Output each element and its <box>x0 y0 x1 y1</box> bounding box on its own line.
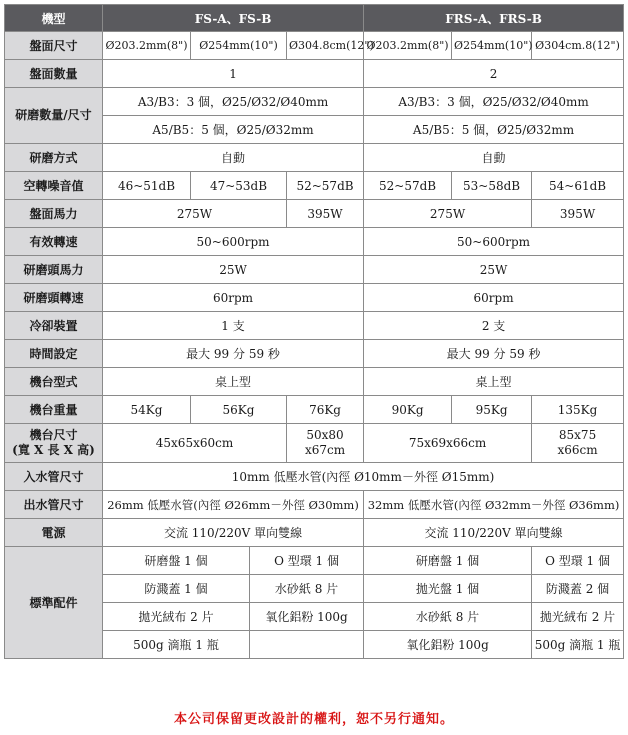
label-power: 電源 <box>5 519 103 547</box>
cell: 研磨盤 1 個 <box>364 547 532 575</box>
cell: 395W <box>532 200 624 228</box>
footer-notice: 本公司保留更改設計的權利，恕不另行通知。 <box>173 712 454 727</box>
label-grind-method: 研磨方式 <box>5 144 103 172</box>
cell: 交流 110/220V 單向雙線 <box>364 519 624 547</box>
row-outlet <box>5 491 624 519</box>
cell: 1 <box>103 60 364 88</box>
label-disc-power: 盤面馬力 <box>5 200 103 228</box>
cell: O 型環 1 個 <box>532 547 624 575</box>
label-inlet: 入水管尺寸 <box>5 463 103 491</box>
cell: 2 支 <box>364 312 624 340</box>
cell: 氧化鋁粉 100g <box>250 603 364 631</box>
cell: 47~53dB <box>191 172 287 200</box>
cell: 10mm 低壓水管(內徑 Ø10mm－外徑 Ø15mm) <box>103 463 624 491</box>
row-disc-size <box>5 32 624 60</box>
spec-table <box>4 4 624 659</box>
row-disc-power <box>5 200 624 228</box>
row-head-speed <box>5 284 624 312</box>
cell: Ø304cm.8(12") <box>532 32 624 60</box>
cell: 95Kg <box>452 396 532 424</box>
label-cooling: 冷卻裝置 <box>5 312 103 340</box>
cell: 60rpm <box>103 284 364 312</box>
row-power <box>5 519 624 547</box>
cell: 500g 滴瓶 1 瓶 <box>532 631 624 659</box>
cell: 90Kg <box>364 396 452 424</box>
cell: 500g 滴瓶 1 瓶 <box>103 631 250 659</box>
cell <box>287 424 364 463</box>
cell: Ø203.2mm(8") <box>364 32 452 60</box>
row-timer <box>5 340 624 368</box>
row-noise <box>5 172 624 200</box>
cell: 25W <box>364 256 624 284</box>
cell: 52~57dB <box>287 172 364 200</box>
label-noise: 空轉噪音值 <box>5 172 103 200</box>
cell: 水砂紙 8 片 <box>364 603 532 631</box>
row-head-power <box>5 256 624 284</box>
label-dimension-line2: (寬 X 長 X 高) <box>12 443 95 457</box>
header-label: 機型 <box>5 5 103 32</box>
cell: Ø254mm(10") <box>452 32 532 60</box>
row-grind-count <box>5 88 624 116</box>
header-row <box>5 5 624 32</box>
row-dimension <box>5 424 624 463</box>
cell: 54Kg <box>103 396 191 424</box>
cell: A3/B3：3 個，Ø25/Ø32/Ø40mm <box>103 88 364 116</box>
cell: 拋光絨布 2 片 <box>103 603 250 631</box>
label-accessories: 標準配件 <box>5 547 103 659</box>
cell: 46~51dB <box>103 172 191 200</box>
cell: Ø203.2mm(8") <box>103 32 191 60</box>
cell: 53~58dB <box>452 172 532 200</box>
cell: 54~61dB <box>532 172 624 200</box>
row-accessories-1 <box>5 547 624 575</box>
cell: O 型環 1 個 <box>250 547 364 575</box>
label-grind-count: 研磨數量/尺寸 <box>5 88 103 144</box>
cell: 研磨盤 1 個 <box>103 547 250 575</box>
cell: 桌上型 <box>103 368 364 396</box>
cell: 防濺蓋 2 個 <box>532 575 624 603</box>
row-disc-count <box>5 60 624 88</box>
cell: 395W <box>287 200 364 228</box>
cell: 2 <box>364 60 624 88</box>
label-weight: 機台重量 <box>5 396 103 424</box>
cell: 50~600rpm <box>103 228 364 256</box>
cell: 135Kg <box>532 396 624 424</box>
cell: 32mm 低壓水管(內徑 Ø32mm－外徑 Ø36mm) <box>364 491 624 519</box>
cell: A3/B3：3 個，Ø25/Ø32/Ø40mm <box>364 88 624 116</box>
cell: 自動 <box>364 144 624 172</box>
row-inlet <box>5 463 624 491</box>
label-speed: 有效轉速 <box>5 228 103 256</box>
cell: 56Kg <box>191 396 287 424</box>
cell: 最大 99 分 59 秒 <box>103 340 364 368</box>
dim-a-line1: 50x80 <box>306 428 344 442</box>
cell: 45x65x60cm <box>103 424 287 463</box>
cell: 25W <box>103 256 364 284</box>
cell: A5/B5：5 個，Ø25/Ø32mm <box>103 116 364 144</box>
cell: 26mm 低壓水管(內徑 Ø26mm－外徑 Ø30mm) <box>103 491 364 519</box>
row-weight <box>5 396 624 424</box>
label-head-speed: 研磨頭轉速 <box>5 284 103 312</box>
row-speed <box>5 228 624 256</box>
cell: 275W <box>364 200 532 228</box>
cell: 1 支 <box>103 312 364 340</box>
label-disc-count: 盤面數量 <box>5 60 103 88</box>
label-dimension <box>5 424 103 463</box>
cell: Ø304.8cm(12") <box>287 32 364 60</box>
model-a-header: FS-A、FS-B <box>103 5 364 32</box>
row-stand <box>5 368 624 396</box>
cell <box>250 631 364 659</box>
dim-b-line1: 85x75 <box>558 428 597 442</box>
cell: A5/B5：5 個，Ø25/Ø32mm <box>364 116 624 144</box>
label-disc-size: 盤面尺寸 <box>5 32 103 60</box>
cell: 氧化鋁粉 100g <box>364 631 532 659</box>
label-stand: 機台型式 <box>5 368 103 396</box>
cell: 50~600rpm <box>364 228 624 256</box>
cell: 60rpm <box>364 284 624 312</box>
cell: 76Kg <box>287 396 364 424</box>
row-grind-method <box>5 144 624 172</box>
cell: 防濺蓋 1 個 <box>103 575 250 603</box>
cell: 拋光盤 1 個 <box>364 575 532 603</box>
cell <box>532 424 624 463</box>
cell: 交流 110/220V 單向雙線 <box>103 519 364 547</box>
cell: 52~57dB <box>364 172 452 200</box>
model-b-header: FRS-A、FRS-B <box>364 5 624 32</box>
cell: 桌上型 <box>364 368 624 396</box>
label-outlet: 出水管尺寸 <box>5 491 103 519</box>
label-dimension-line1: 機台尺寸 <box>29 428 78 442</box>
cell: 75x69x66cm <box>364 424 532 463</box>
cell: 拋光絨布 2 片 <box>532 603 624 631</box>
dim-b-line2: x66cm <box>557 443 598 457</box>
cell: 水砂紙 8 片 <box>250 575 364 603</box>
row-cooling <box>5 312 624 340</box>
label-timer: 時間設定 <box>5 340 103 368</box>
cell: 最大 99 分 59 秒 <box>364 340 624 368</box>
cell: 自動 <box>103 144 364 172</box>
label-head-power: 研磨頭馬力 <box>5 256 103 284</box>
cell: Ø254mm(10") <box>191 32 287 60</box>
cell: 275W <box>103 200 287 228</box>
dim-a-line2: x67cm <box>304 443 346 457</box>
